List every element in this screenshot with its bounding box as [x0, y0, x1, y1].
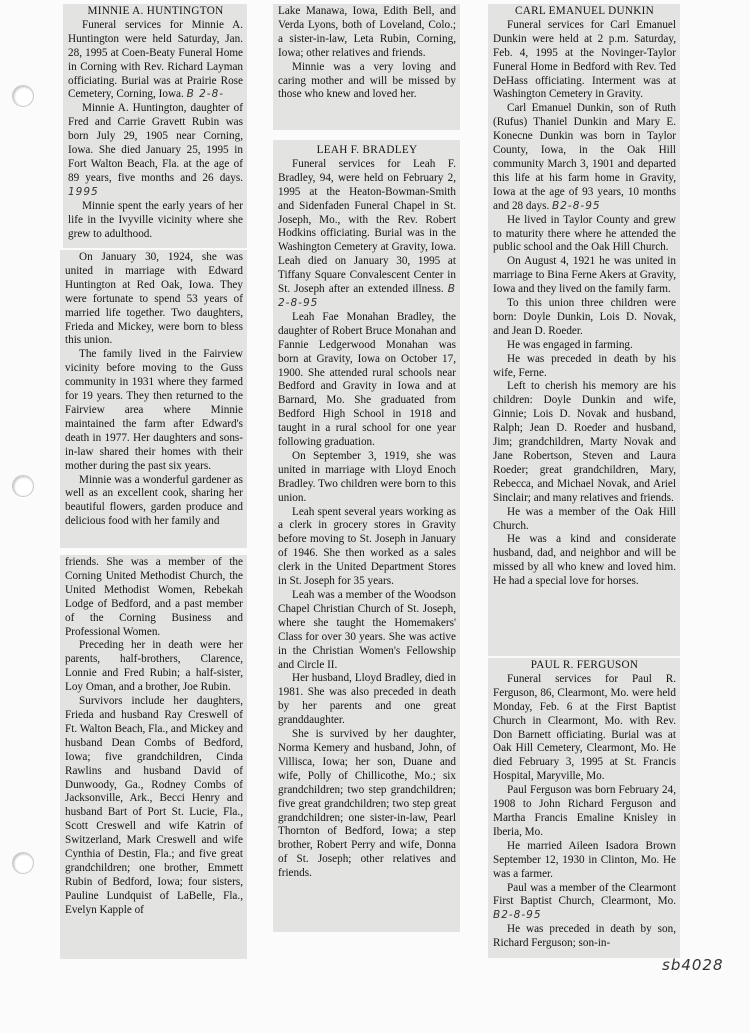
obituary-clipping-ferguson	[488, 658, 680, 958]
obituary-title: CARL EMANUEL DUNKIN	[514, 5, 655, 17]
obituary-paragraph: Lake Manawa, Iowa, Edith Bell, and Verda Lyons, both of Loveland, Colo.; a sister-in-law, Leta Rubin, Corning, Iowa; other relatives and friends.	[278, 5, 456, 59]
handwritten-page-code: sb4028	[662, 956, 724, 974]
obituary-paragraph: Funeral services for Leah F. Bradley, 94, were held on February 2, 1995 at the Heaton-Bowman-Smith and Sidenfaden Funeral Chapel in St. Joseph, Mo., with the Rev. Robert Hodkins officiating. Burial was in the Washington Cemetery at Gravity, Iowa. Leah died on January 30, 1995 at Tiffany Square Convalescent Center in St. Joseph after an extended illness. B 2-8-95	[278, 157, 456, 309]
obituary-paragraph: He was a member of the Oak Hill Church.	[493, 505, 676, 532]
obituary-paragraph: Survivors include her daughters, Frieda and husband Ray Creswell of Ft. Walton Beach, Fla., and Mickey and husband Dean Combs of Bedford, Iowa; five grandchildren, Cinda Rawlins and husband David of Dunwoody, Ga., Rodney Combs of Jacksonville, Ark., Becci Henry and husband Bart of Port St. Lucie, Fla., Scott Creswell and wife Katrin of Switzerland, Mark Creswell and wife Cynthia of Destin, Fla.; and five great grandchildren; one brother, Emmett Rubin of Bedford, Iowa; four sisters, Pauline Lundquist of LaBelle, Fla., Evelyn Kapple of	[65, 695, 243, 916]
obituary-paragraph: Funeral services for Carl Emanuel Dunkin were held at 2 p.m. Saturday, Feb. 4, 1995 at the Novinger-Taylor Funeral Home in Bedford with Rev. Ted DeHass officiating. Interment was at Washington Cemetery in Gravity.	[493, 18, 676, 101]
obituary-paragraph: He married Aileen Isadora Brown September 12, 1930 in Clinton, Mo. He was a farmer.	[493, 839, 676, 880]
obituary-paragraph: On January 30, 1924, she was united in marriage with Edward Huntington at Red Oak, Iowa. They were fortunate to spend 53 years of married life together. Two daughters, Frieda and Mickey, were born to bless this union.	[65, 251, 243, 347]
obituary-paragraph: Funeral services for Paul R. Ferguson, 86, Clearmont, Mo. were held Monday, Feb. 6 at the First Baptist Church in Clearmont, Mo. with Rev. Don Barnett officiating. Burial was at Oak Hill Cemetery, Clearmont, Mo. He died February 3, 1995 at St. Francis Hospital, Maryville, Mo.	[493, 672, 676, 783]
obituary-paragraph: To this union three children were born: Doyle Dunkin, Lois D. Novak, and Jean D. Roeder.	[493, 297, 676, 337]
handwritten-note: B2-8-95	[552, 199, 601, 212]
obituary-clipping-huntington-part3	[60, 555, 247, 959]
handwritten-note: 1995	[68, 185, 99, 198]
binder-hole	[12, 475, 34, 497]
obituary-paragraph: On September 3, 1919, she was united in marriage with Lloyd Enoch Bradley. Two children were born to this union.	[278, 449, 456, 504]
obituary-clipping-huntington-part1	[63, 4, 247, 248]
obituary-paragraph: Funeral services for Minnie A. Huntington were held Saturday, Jan. 28, 1995 at Coen-Beaty Funeral Home in Corning with Rev. Richard Layman officiating. Burial was at Prairie Rose Cemetery, Corning, Iowa. B 2-8-	[68, 18, 243, 101]
obituary-paragraph: friends. She was a member of the Corning United Methodist Church, the United Methodist Women, Rebekah Lodge of Bedford, and a past member of the Corning Business and Professional Women.	[65, 556, 243, 638]
obituary-paragraph: Minnie was a very loving and caring mother and will be missed by those who knew and loved her.	[278, 60, 456, 101]
obituary-paragraph: He lived in Taylor County and grew to maturity there where he attended the public school and the Oak Hill Church.	[493, 213, 676, 254]
obituary-paragraph: Minnie was a wonderful gardener as well as an excellent cook, sharing her beautiful flowers, garden produce and delicious food with her family and	[65, 473, 243, 528]
binder-hole	[12, 852, 34, 874]
obituary-paragraph: He was engaged in farming.	[507, 338, 633, 351]
obituary-clipping-huntington-part2	[60, 250, 247, 548]
handwritten-note: B2-8-95	[493, 909, 542, 922]
handwritten-note: B 2-8-95	[278, 283, 456, 309]
obituary-paragraph: Minnie spent the early years of her life in the Ivyville vicinity where she grew to adulthood.	[68, 199, 243, 240]
obituary-title: LEAH F. BRADLEY	[316, 144, 418, 156]
obituary-paragraph: Minnie A. Huntington, daughter of Fred and Carrie Gravett Rubin was born July 29, 1905 near Corning, Iowa. She died January 25, 1995 in Fort Walton Beach, Fla. at the age of 89 years, five months and 26 days. 1995	[68, 102, 243, 198]
obituary-paragraph: He was a kind and considerate husband, dad, and neighbor and will be missed by all who knew and loved him. He had a special love for horses.	[493, 533, 676, 588]
obituary-paragraph: He was preceded in death by son, Richard Ferguson; son-in-	[493, 923, 676, 950]
obituary-clipping-bradley	[273, 140, 460, 932]
obituary-paragraph: Paul was a member of the Clearmont First Baptist Church, Clearmont, Mo. B2-8-95	[493, 881, 676, 922]
obituary-title: MINNIE A. HUNTINGTON	[87, 5, 224, 17]
obituary-paragraph: Preceding her in death were her parents, half-brothers, Clarence, Lonnie and Fred Rubin; a half-sister, Loy Oman, and a brother, Joe Rubin.	[65, 639, 243, 694]
obituary-paragraph: Leah spent several years working as a clerk in grocery stores in Gravity before moving to St. Joseph in January of 1946. She then worked as a sales clerk in the United Department Stores in St. Joseph for 35 years.	[278, 505, 456, 588]
obituary-paragraph: Leah was a member of the Woodson Chapel Christian Church of St. Joseph, where she taught the Homemakers' Class for over 30 years. She was active in the Christian Women's Fellowship and Circle II.	[278, 589, 456, 671]
obituary-paragraph: On August 4, 1921 he was united in marriage to Bina Ferne Akers at Gravity, Iowa and they lived on the family farm.	[493, 255, 676, 296]
obituary-paragraph: She is survived by her daughter, Norma Kemery and husband, John, of Villisca, Iowa; her son, Duane and wife, Polly of Chillicothe, Mo.; six grandchildren; two step grandchildren; five great grandchildren; two step great grandchildren; one sister-in-law, Pearl Thornton of Bedford, Iowa; a step brother, Robert Perry and wife, Donna of St. Joseph; other relatives and friends.	[278, 728, 456, 880]
obituary-clipping-huntington-part4	[273, 4, 460, 130]
obituary-paragraph: Carl Emanuel Dunkin, son of Ruth (Rufus) Thaniel Dunkin and Mary E. Konecne Dunkin was born in Taylor County, Iowa, in the Oak Hill community March 3, 1901 and departed this life at his farm home in Gravity, Iowa at the age of 93 years, 10 months and 28 days. B2-8-95	[493, 102, 676, 212]
obituary-paragraph: Leah Fae Monahan Bradley, the daughter of Robert Bruce Monahan and Fannie Ledgerwood Monahan was born at Gravity, Iowa on October 17, 1900. She attended rural schools near Bedford and Gravity in Iowa and at Barnard, Mo. She graduated from Bedford High School in 1918 and taught in a rural school for one year following graduation.	[278, 310, 457, 449]
binder-hole	[12, 85, 34, 107]
handwritten-note: B 2-8-	[186, 88, 225, 101]
obituary-paragraph: The family lived in the Fairview vicinity before moving to the Guss community in 1931 where they farmed for 19 years. They then returned to the Fairview area where Minnie maintained the farm after Edward's death in 1977. Her daughters and sons-in-law shared their homes with their mother during the past six years.	[65, 348, 243, 472]
obituary-clipping-dunkin	[488, 4, 680, 656]
obituary-paragraph: Paul Ferguson was born February 24, 1908 to John Richard Ferguson and Martha Francis Emaline Knisley in Iberia, Mo.	[493, 784, 676, 838]
obituary-title: PAUL R. FERGUSON	[530, 659, 639, 671]
obituary-paragraph: He was preceded in death by his wife, Ferne.	[493, 352, 676, 379]
obituary-paragraph: Her husband, Lloyd Bradley, died in 1981. She was also preceded in death by her parents and one great granddaughter.	[278, 672, 456, 727]
obituary-paragraph: Left to cherish his memory are his children: Doyle Dunkin and wife, Ginnie; Lois D. Novak and husband, Ralph; Jean D. Roeder and husband, Jim; grandchildren, Marty Novak and Jane Robertson, Steven and Laura Roeder; great grandchildren, Mary, Rebecca, and Michael Novak, and Ariel Sinclair; and many relatives and friends.	[493, 380, 676, 504]
